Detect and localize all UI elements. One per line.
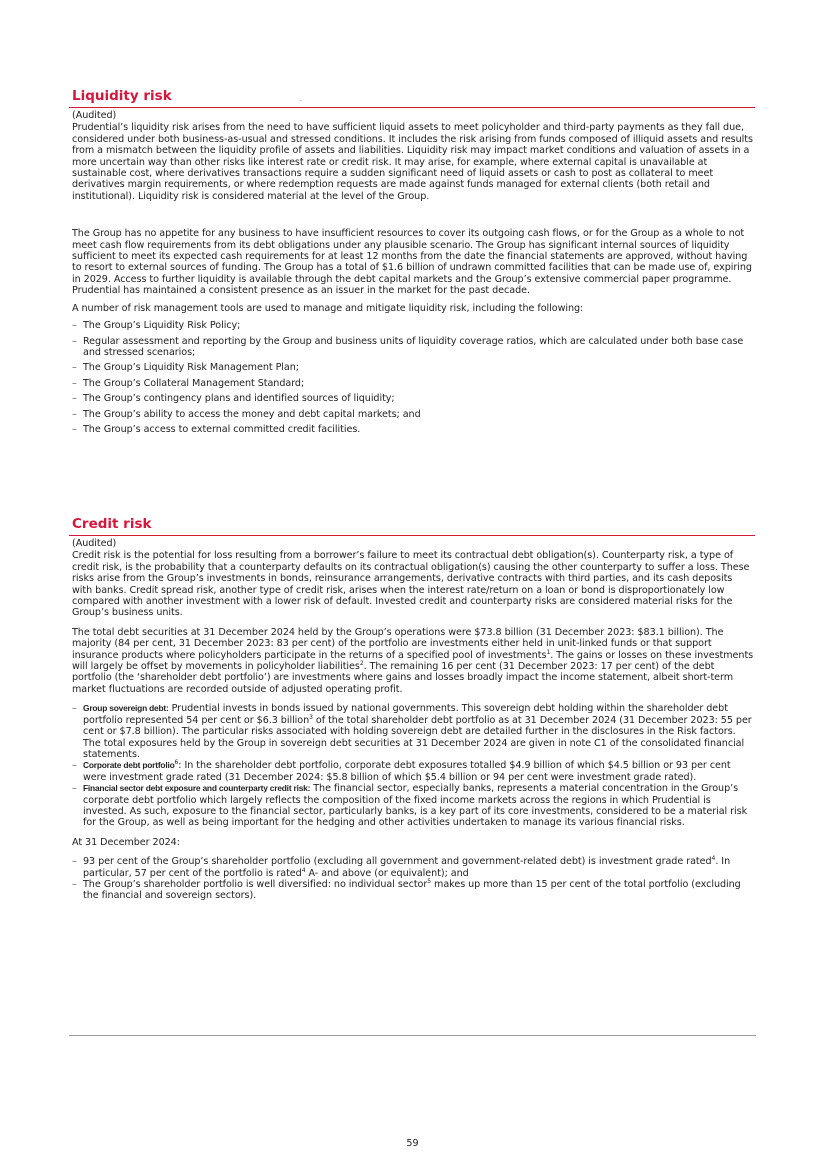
text-run: The financial sector, especially banks, represents a material concentration in the Group’s corporate debt portfolio which largely reflects the composition of the fixed income markets across the regions in which Prudential is invested. As such, exposure to the financial sector, particularly banks, is a key part of its core investments, considered to be a material risk for the Group, as well as being important for the hedging and other activities undertaken to manage its various financial risks.: [83, 783, 748, 829]
list-item: – The Group’s Liquidity Risk Management Plan;: [72, 362, 755, 373]
list-item: – Regular assessment and reporting by the Group and business units of liquidity coverage ratios, which are calculated under both base case and stressed scenarios;: [72, 336, 755, 359]
text-run: The total debt securities at 31 December 2024 held by the Group’s operations were $73.8 billion (31 December 2023: $83.1 billion). The majority (84 per cent, 31 December 2023: 83 per cent) of the portfolio are investments either held in unit-linked funds or that support insurance products where policyholders participate in the returns of a specified pool of investments: [72, 626, 724, 661]
text-run: In the shareholder debt portfolio, corporate debt exposures totalled $4.9 billion of which $4.5 billion or 93 per cent were investment grade rated (31 December 2024: $5.8 billion of which $5.4 billion or 94 per cent were investment grade rated).: [83, 760, 731, 783]
stray-mark: .: [300, 96, 302, 103]
credit-exposure-list: [72, 703, 755, 828]
bullet-label: Group sovereign debt:: [83, 703, 169, 714]
liquidity-paragraph-3: A number of risk management tools are used to manage and mitigate liquidity risk, including the following:: [72, 302, 584, 314]
credit-portfolio-list: [72, 856, 755, 902]
text-run: 93 per cent of the Group’s shareholder portfolio (excluding all government and government-related debt) is investment grade rated: [83, 856, 712, 868]
liquidity-audited-label: (Audited): [72, 110, 117, 121]
footnote-ref: 4: [711, 855, 716, 863]
list-item: – The Group’s contingency plans and identified sources of liquidity;: [72, 393, 755, 404]
text-run: . The gains or losses on these investments will largely be offset by movements in policyholder liabilities: [72, 649, 754, 673]
footnote-ref: 5: [427, 877, 432, 885]
liquidity-paragraph-1: Prudential’s liquidity risk arises from the need to have sufficient liquid assets to meet policyholder and third-party payments as they fall due, considered under both business-as-usual and stressed conditions. It includes the risk arising from funds composed of illiquid assets and results from a mismatch between the liquidity profile of assets and liabilities. Liquidity risk may impact market conditions and valuation of assets in a more uncertain way than other risks like interest rate or credit risk. It may arise, for example, where external capital is unavailable at sustainable cost, where derivatives transactions require a sudden significant need of liquid assets or cash to post as collateral to meet derivatives margin requirements, or where redemption requests are made against funds managed for external clients (both retail and institutional). Liquidity risk is considered material at the level of the Group.: [72, 122, 753, 202]
liquidity-heading-rule: [69, 107, 755, 108]
list-item: – The Group’s Collateral Management Standard;: [72, 378, 755, 389]
list-item-corporate-debt: [72, 760, 755, 783]
text-run: . The remaining 16 per cent (31 December 2023: 17 per cent) of the debt portfolio (the ‘shareholder debt portfolio’) are investments where gains and losses broadly impact the income statement, albeit short-term market fluctuations are recorded outside of adjusted operating profit.: [72, 661, 734, 695]
footnote-ref: 1: [546, 648, 551, 656]
page-number: 59: [406, 1138, 419, 1149]
bullet-label: Corporate debt portfolio: [83, 760, 175, 771]
credit-risk-section: [72, 516, 755, 902]
text-run: Prudential invests in bonds issued by national governments. This sovereign debt holding within the shareholder debt portfolio represented 54 per cent or $6.3 billion: [83, 703, 728, 726]
text-run: A- and above (or equivalent); and: [305, 867, 469, 879]
liquidity-tools-list: [72, 320, 755, 435]
liquidity-paragraph-2: The Group has no appetite for any business to have insufficient resources to cover its outgoing cash flows, or for the Group as a whole to not meet cash flow requirements from its debt obligations under any plausible scenario. The Group has significant internal sources of liquidity sufficient to meet its expected cash requirements for at least 12 months from the date the financial statements are approved, without having to resort to external sources of funding. The Group has a total of $1.6 billion of undrawn committed facilities that can be made use of, expiring in 2029. Access to further liquidity is available through the debt capital markets and the Group’s extensive commercial paper programme. Prudential has maintained a consistent presence as an issuer in the market for the past decade.: [72, 228, 752, 297]
list-item: [72, 856, 755, 879]
list-item: – The Group’s Liquidity Risk Policy;: [72, 320, 755, 331]
text-run: . In particular, 57 per cent of the portfolio is rated: [83, 856, 731, 879]
footer-rule: [69, 1035, 756, 1036]
bullet-label: Financial sector debt exposure and counterparty credit risk:: [83, 783, 311, 794]
liquidity-risk-heading: Liquidity risk: [72, 88, 172, 104]
text-run: The Group’s shareholder portfolio is well diversified: no individual sector: [83, 878, 428, 890]
credit-paragraph-2: [72, 627, 755, 695]
list-item-financial-sector: [72, 783, 755, 829]
list-item-sovereign-debt: [72, 703, 755, 760]
credit-audited-label: (Audited): [72, 538, 117, 549]
footnote-ref: 4: [301, 866, 306, 874]
list-item: [72, 879, 755, 902]
credit-heading-rule: [69, 535, 755, 536]
text-run: :: [178, 760, 182, 772]
text-run: of the total shareholder debt portfolio as at 31 December 2024 (31 December 2023: 55 per cent or $7.8 billion). The particular risks associated with holding sovereign debt are detailed further in the disclosures in the Risk factors. The total exposures held by the Group in sovereign debt securities at 31 December 2024 are given in note C1 of the consolidated financial statements.: [83, 714, 752, 760]
list-item: – The Group’s access to external committed credit facilities.: [72, 424, 755, 435]
footnote-ref: 3: [309, 713, 313, 721]
list-item: – The Group’s ability to access the money and debt capital markets; and: [72, 409, 755, 420]
text-run: makes up more than 15 per cent of the total portfolio (excluding the financial and sovereign sectors).: [83, 878, 741, 902]
liquidity-risk-section: [72, 88, 755, 435]
credit-risk-heading: Credit risk: [72, 516, 152, 532]
footnote-ref: 2: [359, 660, 364, 668]
credit-paragraph-3: At 31 December 2024:: [72, 836, 180, 848]
footnote-ref: 6: [174, 759, 179, 767]
credit-paragraph-1: Credit risk is the potential for loss resulting from a borrower’s failure to meet its contractual debt obligation(s). Counterparty risk, a type of credit risk, is the probability that a counterparty defaults on its contractual obligation(s) causing the other counterparty to suffer a loss. These risks arise from the Group’s investments in bonds, reinsurance arrangements, derivative contracts with third parties, and its cash deposits with banks. Credit spread risk, another type of credit risk, arises when the interest rate/return on a loan or bond is disproportionately low compared with another investment with a lower risk of default. Invested credit and counterparty risks are considered material risks for the Group’s business units.: [72, 550, 750, 619]
